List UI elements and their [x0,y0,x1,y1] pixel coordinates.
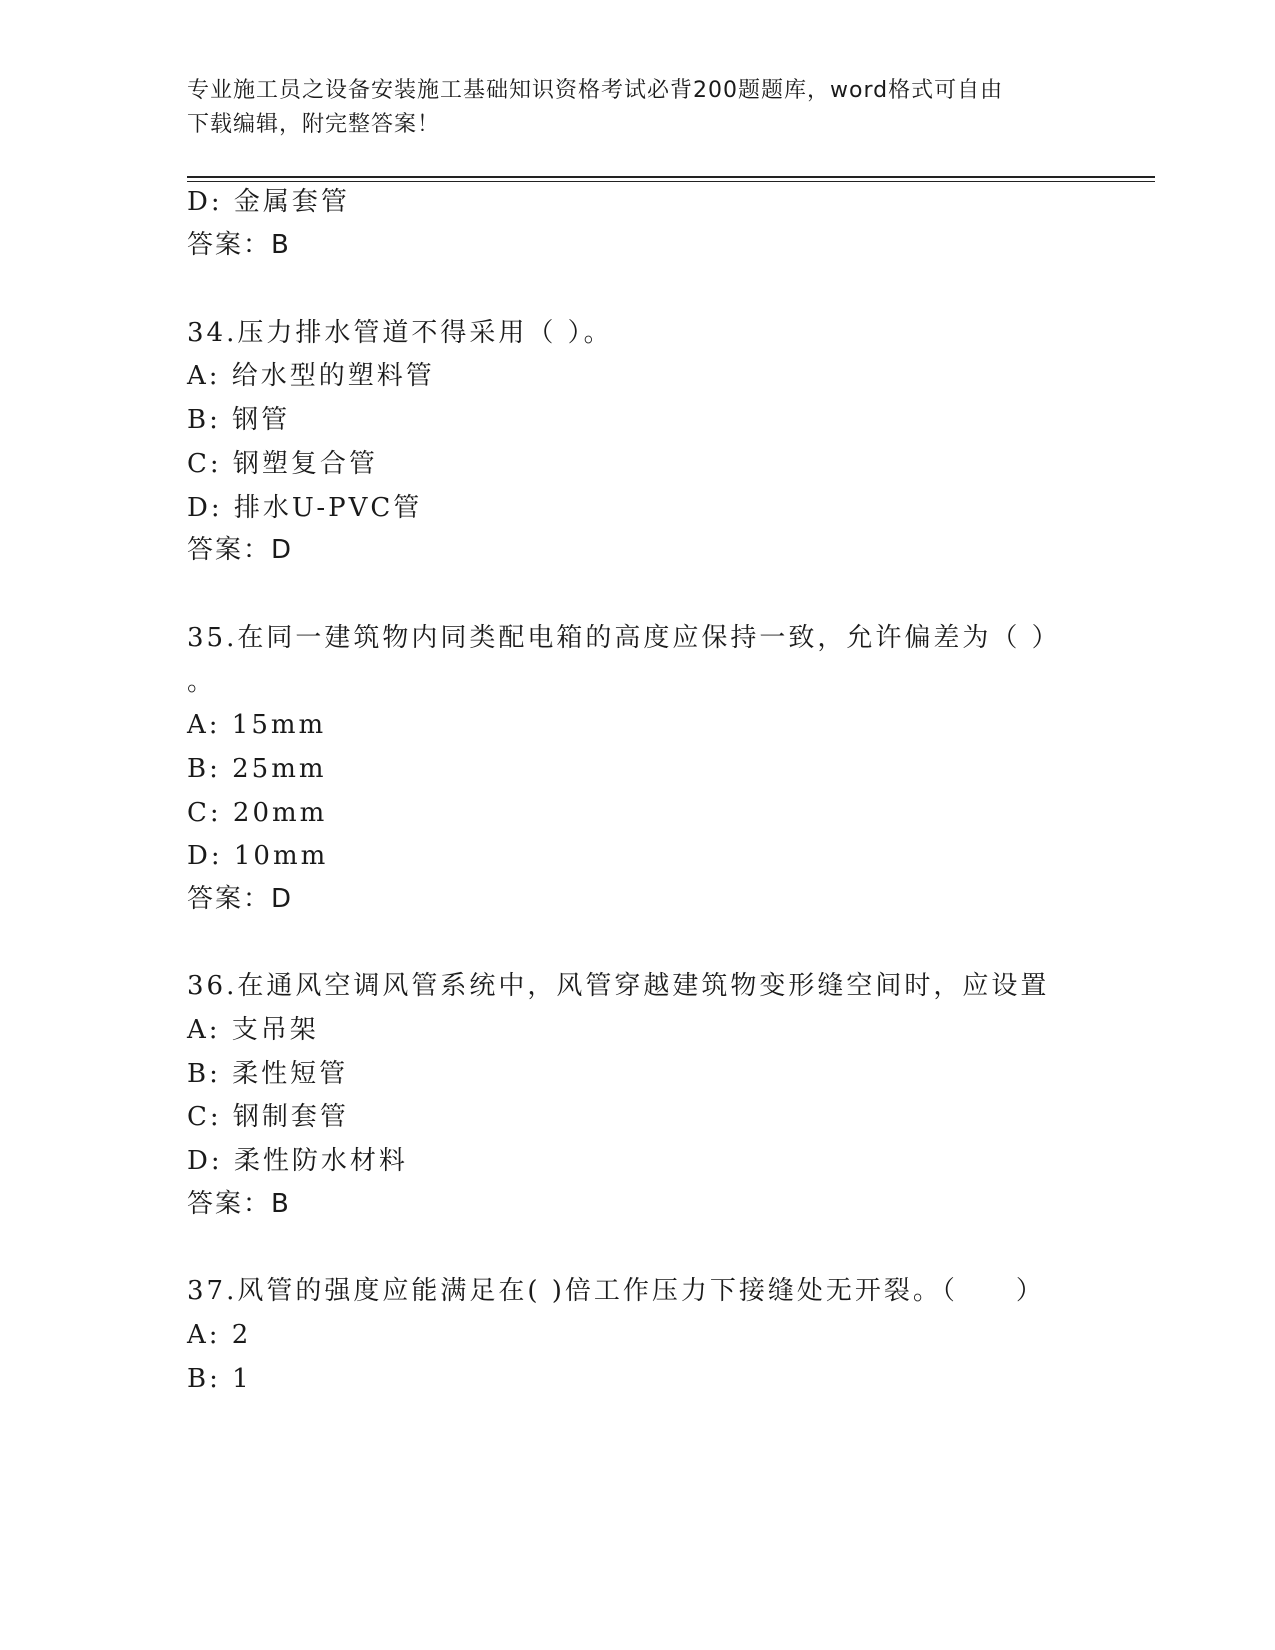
q36-option-a: A: 支吊架 [187,1015,319,1045]
q35-option-a: A: 15mm [187,710,327,740]
q37-option-b: B: 1 [187,1364,252,1394]
q36-option-b: B: 柔性短管 [187,1059,349,1089]
q35-stem: 35.在同一建筑物内同类配电箱的高度应保持一致，允许偏差为（ ） [187,623,1061,653]
header-divider [187,176,1155,178]
q36-answer: 答案：B [187,1189,291,1219]
q34-answer: 答案：D [187,535,294,565]
q34-option-a: A: 给水型的塑料管 [187,361,435,391]
q35-option-d: D: 10mm [187,841,329,871]
q33-option-d: D: 金属套管 [187,187,350,217]
q37-option-a: A: 2 [187,1320,252,1350]
document-header: 专业施工员之设备安装施工基础知识资格考试必背200题题库，word格式可自由 下载编辑，附完整答案！ [187,78,1004,137]
header-divider-thin [187,181,1155,182]
q34-option-d: D: 排水U-PVC管 [187,493,423,523]
q37-stem: 37.风管的强度应能满足在( )倍工作压力下接缝处无开裂。（ ） [187,1276,1045,1306]
q36-stem: 36.在通风空调风管系统中，风管穿越建筑物变形缝空间时，应设置 [187,971,1050,1001]
q34-option-c: C: 钢塑复合管 [187,449,378,479]
q34-stem: 34.压力排水管道不得采用（ ）。 [187,318,613,348]
q34-option-b: B: 钢管 [187,405,291,435]
q35-stem-continuation: 。 [187,667,217,697]
q36-option-c: C: 钢制套管 [187,1102,349,1132]
q35-answer: 答案：D [187,884,294,914]
q33-answer: 答案：B [187,230,291,260]
q36-option-d: D: 柔性防水材料 [187,1146,408,1176]
q35-option-c: C: 20mm [187,798,328,828]
q35-option-b: B: 25mm [187,754,327,784]
